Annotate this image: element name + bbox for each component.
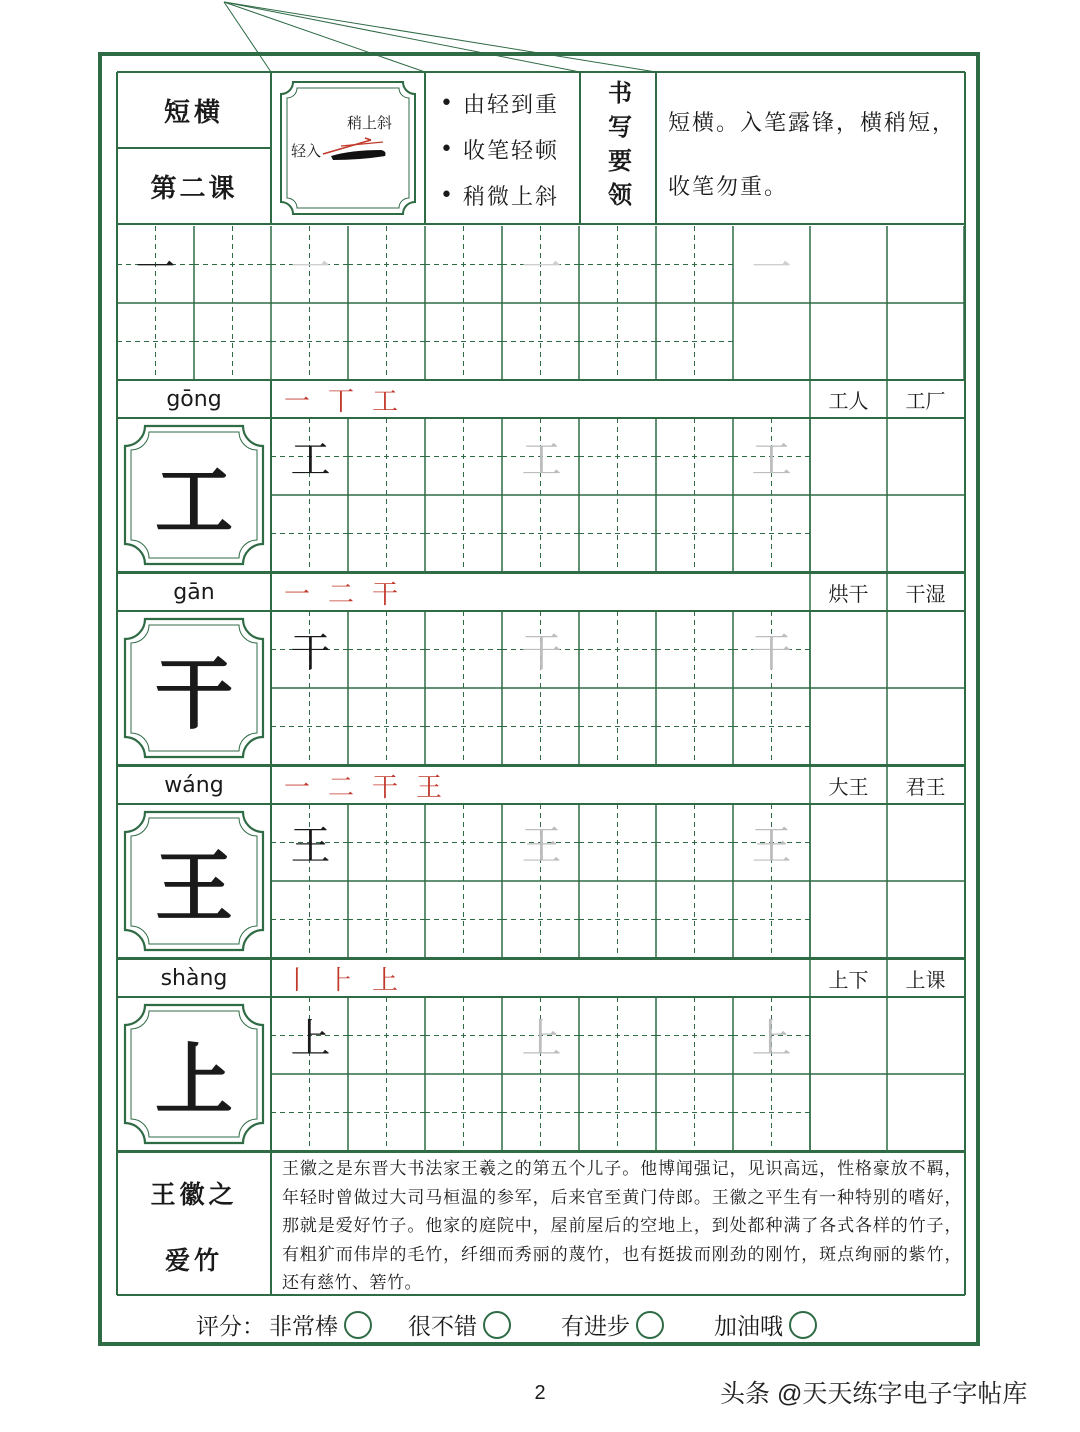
stroke-step: 干	[372, 579, 399, 610]
model-char: 干	[154, 649, 233, 740]
rating-option[interactable]: 很不错	[408, 1308, 511, 1341]
story-subtitle: 爱竹	[164, 1246, 223, 1275]
radio-circle-icon[interactable]	[483, 1311, 511, 1339]
stroke-order	[284, 573, 398, 611]
trace-char: 王	[751, 823, 792, 869]
demo-angle-label: 稍上斜	[347, 114, 393, 132]
story-text: 王徽之是东晋大书法家王羲之的第五个儿子。他博闻强记，见识高远，性格豪放不羁，年轻时曾做过大司马桓温的参军，后来官至黄门侍郎。王徽之平生有一种特别的嗜好，那就是爱好竹子。他家的庭院中，屋前屋后的空地上，到处都种满了各式各样的竹子，有粗犷而伟岸的毛竹，纤细而秀丽的蔑竹，也有挺拔而刚劲的刚竹，斑点绚丽的紫竹，还有慈竹、箬竹。	[282, 1159, 962, 1293]
example-char: 上	[290, 1016, 331, 1062]
trace-char: 上	[521, 1016, 562, 1062]
demo-entry-label: 轻入	[291, 142, 322, 160]
pinyin-label: shàng	[160, 965, 228, 991]
stroke-step: 一	[284, 772, 311, 803]
grid-line	[224, 2, 656, 72]
stroke-step: 一	[284, 386, 311, 417]
trace-char: 一	[521, 245, 562, 291]
watermark: 头条 @天天练字电子字帖库	[720, 1380, 1028, 1408]
model-char-box	[117, 418, 271, 572]
stroke-step: 一	[284, 579, 311, 610]
example-char: 干	[290, 630, 331, 676]
trace-char: 一	[751, 245, 792, 291]
stroke-step: 丨	[284, 965, 311, 996]
radio-circle-icon[interactable]	[344, 1311, 372, 1339]
model-char: 王	[154, 842, 233, 933]
stroke-demo	[271, 72, 425, 224]
vocab-word: 工人	[828, 388, 869, 413]
grid-line	[224, 2, 580, 72]
vocab-word: 君王	[905, 774, 946, 799]
lesson-number: 第二课	[150, 173, 238, 204]
stroke-model-char: 一	[135, 245, 176, 291]
stroke-step: 王	[416, 772, 443, 803]
grid-line	[224, 2, 425, 72]
trace-char: 干	[751, 630, 792, 676]
vocab-word: 大王	[828, 774, 869, 799]
stroke-step: 上	[372, 965, 399, 996]
stroke-order	[284, 766, 442, 804]
rating-option[interactable]: 加油哦	[714, 1308, 817, 1341]
model-char: 工	[154, 456, 233, 547]
vocab-word: 上下	[828, 967, 869, 992]
pinyin-label: wáng	[164, 772, 224, 798]
stroke-step: ⺊	[328, 965, 355, 996]
model-char-box	[117, 804, 271, 958]
trace-char: 干	[521, 630, 562, 676]
stroke-step: 干	[372, 772, 399, 803]
stroke-step: 二	[328, 772, 355, 803]
vocab-word: 工厂	[905, 388, 946, 413]
radio-circle-icon[interactable]	[636, 1311, 664, 1339]
trace-char: 上	[751, 1016, 792, 1062]
vocab-word: 干湿	[905, 581, 946, 606]
radio-circle-icon[interactable]	[789, 1311, 817, 1339]
rating-option[interactable]: 有进步	[561, 1308, 664, 1341]
key-points-text: 短横。入笔露锋，横稍短，收笔勿重。	[668, 111, 957, 200]
stroke-order	[284, 380, 398, 418]
tip-item: • 稍微上斜	[440, 182, 559, 210]
stroke-step: 丅	[328, 386, 355, 417]
stroke-step: 工	[372, 386, 399, 417]
rating-row	[196, 1308, 956, 1341]
key-points-title: 书写要领	[603, 80, 633, 216]
trace-char: 工	[751, 437, 792, 483]
pinyin-label: gōng	[166, 386, 222, 412]
pinyin-label: gān	[173, 579, 215, 605]
model-char: 上	[154, 1035, 233, 1126]
trace-char: 一	[290, 245, 331, 291]
stroke-order	[284, 959, 398, 997]
tip-item: • 收笔轻顿	[440, 136, 559, 164]
tip-item: • 由轻到重	[440, 90, 559, 118]
vocab-word: 上课	[905, 967, 946, 992]
model-char-box	[117, 611, 271, 765]
rating-label: 评分：	[196, 1314, 265, 1340]
model-char-box	[117, 997, 271, 1151]
page-number: 2	[534, 1381, 546, 1404]
example-char: 工	[290, 437, 331, 483]
stroke-step: 二	[328, 579, 355, 610]
story-title: 王徽之	[150, 1180, 238, 1209]
example-char: 王	[290, 823, 331, 869]
trace-char: 王	[521, 823, 562, 869]
tips-list	[440, 80, 576, 218]
lesson-topic: 短横	[163, 97, 224, 128]
grid-line	[224, 2, 271, 72]
rating-option[interactable]: 非常棒	[269, 1308, 372, 1341]
vocab-word: 烘干	[828, 581, 869, 606]
trace-char: 工	[521, 437, 562, 483]
